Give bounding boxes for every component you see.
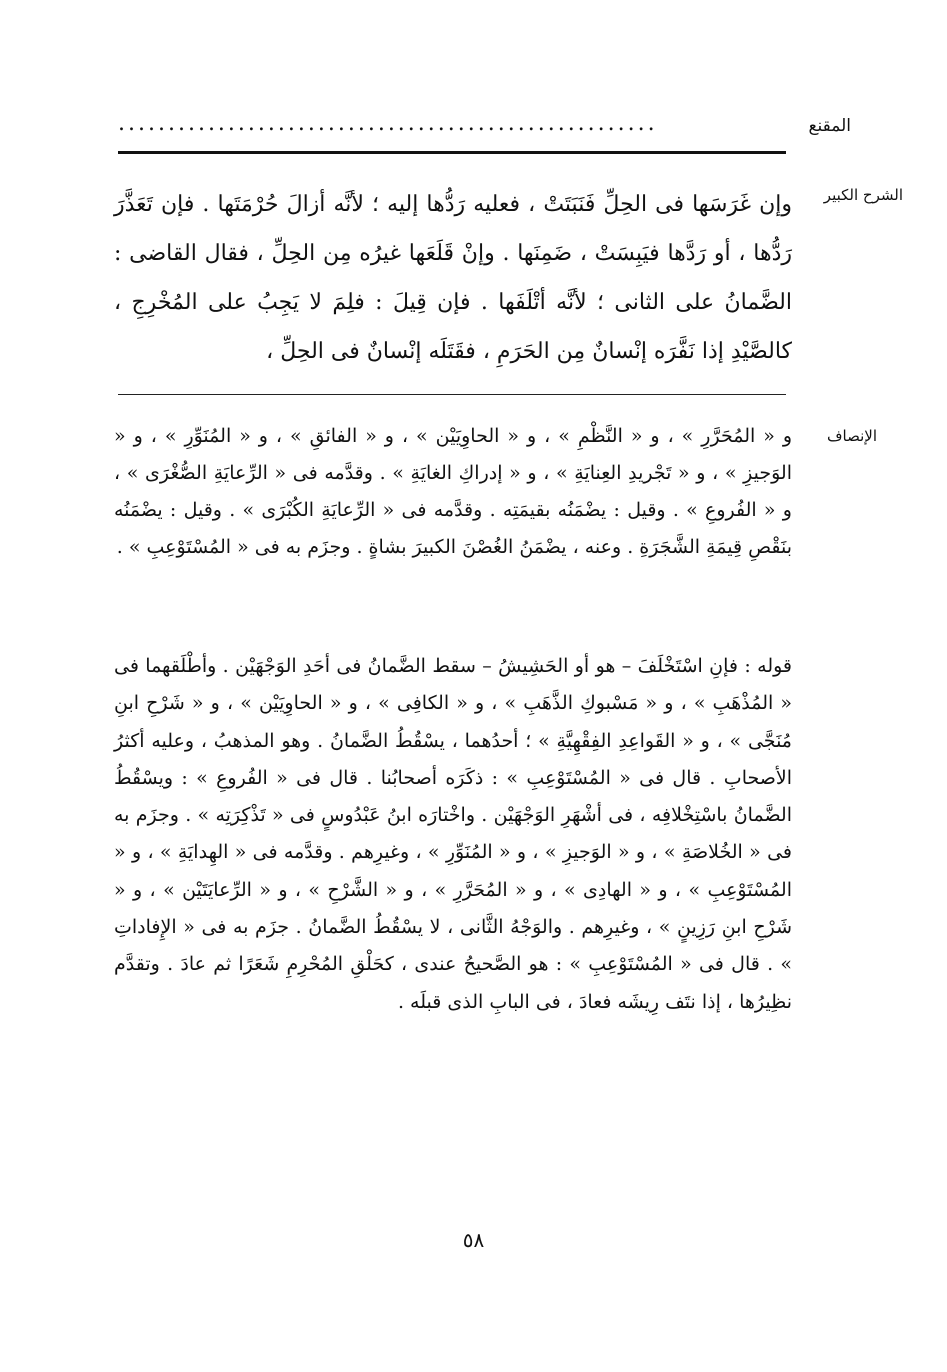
insaf-text-block-2 — [114, 648, 792, 1021]
section-divider — [118, 394, 786, 395]
running-header-title: المقنع — [808, 116, 851, 136]
page-number: ٥٨ — [462, 1228, 485, 1252]
insaf-paragraph-2: قوله : فإنِ اسْتَخْلَفَ – هو أو الحَشِيشُ – سقط الضَّمانُ فى أحَدِ الوَجْهَيْن . وأطْلَقهما فى « المُذْهَبِ » ، و « مَسْبوكِ الذَّهَبِ » ، و « الكافِى » ، و « الحاوِيَيْن » ، و « شَرْحِ ابنِ مُنَجَّى » ، و « القَواعِدِ الفِقْهِيَّةِ » ؛ أحدُهما ، يسْقُطُ الضَّمانُ . وهو المذهبُ ، وعليه أكثرُ الأصحابِ . قال فى « المُسْتَوْعِبِ » : ذكَرَه أصحابُنا . قال فى « الفُروعِ » : ويسْقُطُ الضَّمانُ باسْتِخْلافِه ، فى أشْهَرِ الوَجْهَيْن . واخْتارَه ابنُ عَبْدُوسٍ فى « تَذْكِرَتِه » . وجزَم به فى « الخُلاصَةِ » ، و « الوَجيزِ » ، و « المُنَوِّرِ » ، وغيرِهم . وقدَّمه فى « الهِدايَةِ » ، و « المُسْتَوْعِبِ » ، و « الهادِى » ، و « المُحَرَّرِ » ، و « الشَّرْحِ » ، و « الرِّعايَتَيْن » ، و « شَرْحِ ابنِ رَزِينٍ » ، وغيرِهم . والوَجْهُ الثَّانى ، لا يسْقُطُ الضَّمانُ . جزَم به فى « الإِفاداتِ » . قال فى « المُسْتَوْعِبِ » : هو الصَّحيحُ عندى ، كحَلْقِ المُحْرِمِ شَعَرًا ثم عادَ . وتقدَّم نظِيرُها ، إذا نتَف رِيشَه فعادَ ، فى البابِ الذى قبلَه . — [114, 655, 792, 1013]
section-label-sharh: الشرح الكبير — [823, 186, 903, 204]
insaf-paragraph-1: و « المُحَرَّرِ » ، و « النَّظْمِ » ، و « الحاوِيَيْن » ، و « الفائقِ » ، و « المُنَوِّرِ » ، و « الوَجيزِ » ، و « تَجْريدِ العِنايَةِ » ، و « إدراكِ الغايَةِ » . وقدَّمه فى « الرِّعايَةِ الصُّغْرَى » ، و « الفُروعِ » . وقيل : يضْمَنُه بقيمَتِه . وقدَّمه فى « الرِّعايَةِ الكُبْرَى » . وقيل : يضْمَنُه بنَقْصِ قِيمَةِ الشَّجَرَةِ . وعنه ، يضْمَنُ الغُصْنَ الكبيرَ بشاةٍ . وجزَم به فى « المُسْتَوْعِبِ » . — [114, 425, 792, 558]
header-rule — [118, 151, 786, 154]
insaf-text-block-1 — [114, 418, 792, 566]
section-label-insaf: الإنصاف — [826, 427, 877, 445]
header-dotted-line: ...................................................... — [118, 112, 658, 136]
sharh-text: وإن غَرَسَها فى الحِلِّ فَنَبَتَتْ ، فعليه رَدُّها إليه ؛ لأنَّه أزالَ حُرْمَتَها . فإن تَعَذَّرَ رَدُّها ، أو رَدَّها فيَبِسَتْ ، ضَمِنَها . وإنْ قَلَعَها غيرُه مِن الحِلِّ ، فقال القاضى : الضَّمانُ على الثانى ؛ لأنَّه أتْلَفَها . فإن قِيلَ : فلِمَ لا يَجِبُ على المُخْرِجِ ، كالصَّيْدِ إذا نَفَّرَه إنْسانٌ مِن الحَرَمِ ، فقَتَلَه إنْسانٌ فى الحِلِّ ، — [114, 192, 792, 364]
